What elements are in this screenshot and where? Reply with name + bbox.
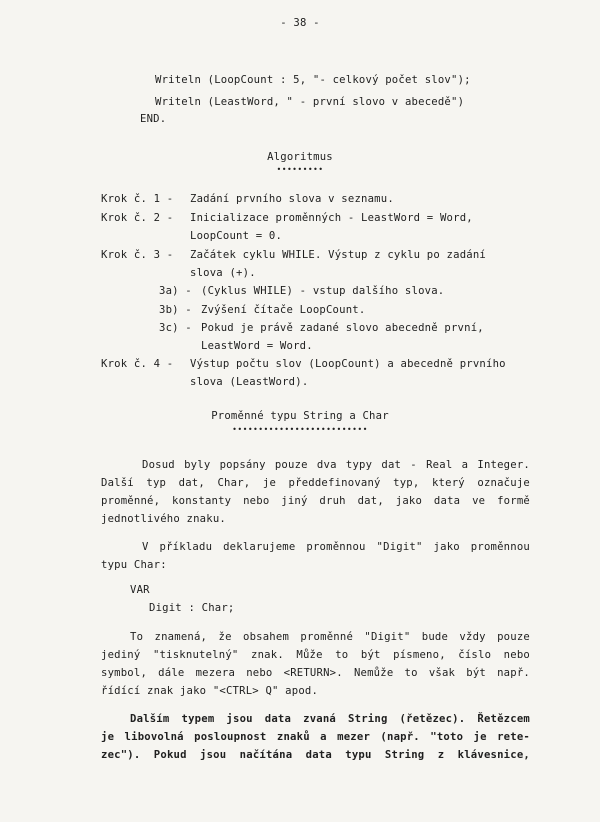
paragraph-line: zec"). Pokud jsou načítána data typu String z klávesnice, xyxy=(101,749,530,761)
paragraph-line: Další typ dat, Char, je předdefinovaný typ, který označuje xyxy=(101,477,530,489)
step-text: slova (+). xyxy=(190,267,256,279)
step-text: Inicializace proměnných - LeastWord = Word, xyxy=(190,212,473,224)
section-underline: •••••••••••••••••••••••••• xyxy=(232,425,368,434)
code-line: Writeln (LoopCount : 5, "- celkový počet slov"); xyxy=(155,74,471,86)
paragraph-line: V příkladu deklarujeme proměnnou "Digit" jako proměnnou xyxy=(142,541,530,553)
step-label: Krok č. 2 - xyxy=(101,212,174,224)
step-label: 3c) - xyxy=(159,322,192,334)
paragraph-line: proměnné, konstanty nebo jiný druh dat, jako data ve formě xyxy=(101,495,530,507)
paragraph-line: je libovolná posloupnost znaků a mezer (např. "toto je rete- xyxy=(101,731,530,743)
paragraph-line: typu Char: xyxy=(101,559,167,571)
step-text: Zvýšení čítače LoopCount. xyxy=(201,304,366,316)
code-line: Writeln (LeastWord, " - první slovo v abecedě") xyxy=(155,96,465,108)
step-text: Zadání prvního slova v seznamu. xyxy=(190,193,394,205)
step-label: Krok č. 4 - xyxy=(101,358,174,370)
step-text: Pokud je právě zadané slovo abecedně první, xyxy=(201,322,484,334)
algoritmus-heading: Algoritmus xyxy=(267,151,333,163)
step-text: slova (LeastWord). xyxy=(190,376,309,388)
code-end: END. xyxy=(140,113,167,125)
section-heading: Proměnné typu String a Char xyxy=(211,410,389,422)
algoritmus-underline: ••••••••• xyxy=(276,165,324,174)
paragraph-line: symbol, dále mezera nebo <RETURN>. Nemůže to však být např. xyxy=(101,667,530,679)
step-label: Krok č. 3 - xyxy=(101,249,174,261)
step-text: (Cyklus WHILE) - vstup dalšího slova. xyxy=(201,285,445,297)
code-var: VAR xyxy=(130,584,150,596)
paragraph-line: jediný "tisknutelný" znak. Může to být písmeno, číslo nebo xyxy=(101,649,530,661)
paragraph-line: Dosud byly popsány pouze dva typy dat - Real a Integer. xyxy=(142,459,530,471)
step-text: LoopCount = 0. xyxy=(190,230,283,242)
code-decl: Digit : Char; xyxy=(149,602,235,614)
paragraph-line: Dalším typem jsou data zvaná String (řetězec). Řetězcem xyxy=(130,713,530,725)
paragraph-line: To znamená, že obsahem proměnné "Digit" bude vždy pouze xyxy=(130,631,530,643)
page-number: - 38 - xyxy=(280,17,320,29)
step-text: Začátek cyklu WHILE. Výstup z cyklu po zadání xyxy=(190,249,487,261)
step-text: Výstup počtu slov (LoopCount) a abecedně prvního xyxy=(190,358,506,370)
step-label: Krok č. 1 - xyxy=(101,193,174,205)
paragraph-line: jednotlivého znaku. xyxy=(101,513,226,525)
paragraph-line: řídící znak jako "<CTRL> Q" apod. xyxy=(101,685,319,697)
step-label: 3a) - xyxy=(159,285,192,297)
step-label: 3b) - xyxy=(159,304,192,316)
step-text: LeastWord = Word. xyxy=(201,340,313,352)
